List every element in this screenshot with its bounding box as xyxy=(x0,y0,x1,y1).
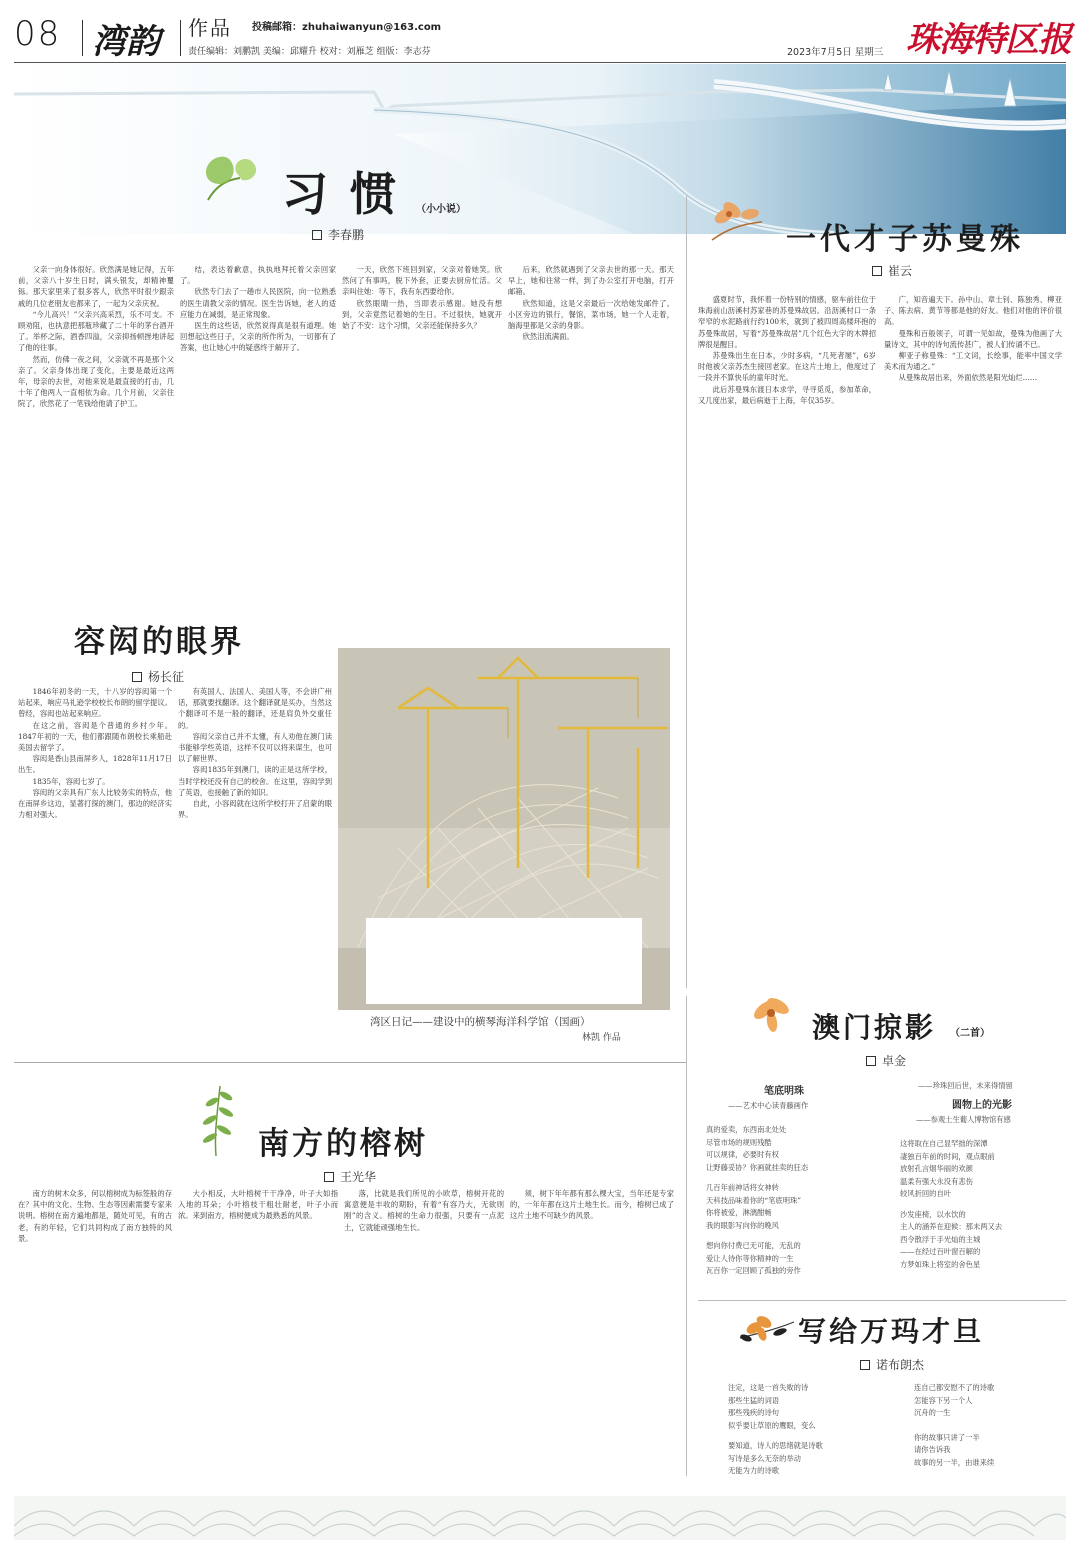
article-title-xiguan: 习惯 xyxy=(282,167,418,221)
poem-line: 似乎要让草原的鹰眼，变么 xyxy=(728,1420,816,1430)
article-column xyxy=(18,1188,172,1480)
article-title-wanma: 写给万玛才旦 xyxy=(798,1315,985,1348)
poem-line: 这将取在自己显罕拙的深潭 xyxy=(900,1139,988,1148)
branch-leaf-icon xyxy=(194,1082,240,1158)
bottom-wave-decoration xyxy=(14,1486,1066,1542)
paragraph: 容闳是香山县南屏乡人，1828年11月17日出生。 xyxy=(18,754,172,775)
article-column xyxy=(510,1188,674,1480)
poem-line: 连自己都安慰不了的诗歌 xyxy=(914,1383,995,1392)
painting-artist: 林凯 作品 xyxy=(582,1033,621,1043)
masthead-divider xyxy=(82,20,83,56)
submission-email: 投稿邮箱：zhuhaiwanyun@163.com xyxy=(252,22,442,33)
paragraph: 落，比就是我们所见的小欧草，榕树开花的寓意便是丰收的期盼，有着“有容乃大，无欲则刚”的含义。榕树的生命力很强，只要有一点泥土，它就能顽强地生长。 xyxy=(344,1189,504,1232)
issue-date: 2023年7月5日 星期三 xyxy=(787,47,884,58)
article-title-sumanshu: 一代才子苏曼殊 xyxy=(786,222,1024,257)
poem-line: 我的眼影写向你的晚风 xyxy=(706,1220,779,1230)
paragraph: 广，知音遍天下。孙中山、章士钊、陈独秀、柳亚子、陈去病、黄节等都是他的好友。他们对他的评价很高。 xyxy=(884,295,1062,327)
poem-preface: ——珍珠回后世，未来得情留 xyxy=(918,1081,1013,1090)
paragraph: 欣然知道，这是父亲最后一次给她发邮件了。小区旁边的银行，餐馆，菜市场，她一个人走着，脑海里都是父亲的身影。 xyxy=(508,298,674,331)
section-logo: 湾韵 xyxy=(92,22,160,62)
bridge-illustration xyxy=(14,64,1066,234)
poem-line: 故事的另一半，由谁来续 xyxy=(914,1457,995,1467)
article-tag-xiguan: （小小说） xyxy=(416,204,466,215)
paragraph: 父亲一向身体很好。欣然满是她记得，五年前，父亲八十岁生日时，满头银发，却精神矍铄。那天家里来了很多客人，欣然平时很少跟亲戚的几位老朋友也都来了，一起为父亲庆祝。 xyxy=(18,265,174,308)
byline-xiguan: 李春鹏 xyxy=(312,226,364,243)
paragraph: 大小相反，大叶榕树干干净净，叶子大如指入地的耳朵；小叶榕枝干粗壮耐老，叶子小而浓。来到南方，榕树便成为最熟悉的风景。 xyxy=(178,1189,338,1221)
poem-line: 尽管市场的规则残酷 xyxy=(706,1137,772,1147)
ginkgo-leaf-icon xyxy=(196,150,266,206)
byline-ronghong: 杨长征 xyxy=(132,668,184,685)
poem-line: 天科技品味着你的“笔底明珠” xyxy=(706,1195,802,1205)
paragraph: 欣然专门去了一趟市人民医院，向一位熟悉的医生请教父亲的情况。医生告诉她，老人的适应能力在减弱，是正常现象。 xyxy=(180,287,336,319)
article-column xyxy=(178,1188,338,1480)
article-column xyxy=(178,686,332,1032)
flower-icon xyxy=(702,196,778,248)
byline-aomen: 卓金 xyxy=(866,1052,906,1069)
painting-caption: 湾区日记——建设中的横琴海洋科学馆（国画） xyxy=(370,1016,591,1028)
poem-line: 要知道，诗人的思绪就是诗歌 xyxy=(728,1441,823,1450)
paragraph: 后来，欣然就遇到了父亲去世的那一天。那天早上，她和往常一样，到了办公室打开电脑，打开邮箱。 xyxy=(508,265,674,297)
section-rule xyxy=(14,1062,686,1063)
poem-line: 那些残疾的诗句 xyxy=(728,1408,780,1417)
poem-line: 几百年前神话将女神转 xyxy=(706,1183,779,1192)
paragraph: 医生的这些话，欣然说得真是很有道理。她回想起这些日子，父亲的所作所为，一切都有了答案，也让她心中的疑惑终于解开了。 xyxy=(180,321,336,353)
poem-subtitle: ——参观土生葡人博物馆有感 xyxy=(916,1115,1011,1124)
painting-construction xyxy=(338,648,670,1010)
section-rule xyxy=(698,1300,1066,1301)
poem-line: 沉舟的一生 xyxy=(914,1408,951,1417)
paragraph: 容闳1835年到澳门，读的正是这所学校，当时学校还没有自己的校舍。在这里，容闳学到了英语，也接触了新的知识。 xyxy=(178,765,332,797)
newspaper-logo: 珠海特区报 xyxy=(906,20,1071,60)
poem-line: 较风折回的自叶 xyxy=(900,1189,952,1198)
poem-title: 笔底明珠 xyxy=(764,1086,804,1097)
masthead-rule xyxy=(14,62,1066,63)
poem-subtitle: ——艺术中心读青藤画作 xyxy=(728,1101,809,1110)
paragraph: 自此，小容闳就在这所学校打开了启蒙的眼界。 xyxy=(178,799,332,820)
paragraph: 柳亚子称曼殊：“工文词，长绘事，能率中国文学美术而为通之。” xyxy=(884,351,1062,372)
byline-sumanshu: 崔云 xyxy=(872,262,912,279)
poem-line: 沙发座椅，以水饮的 xyxy=(900,1209,966,1219)
paragraph: 曼殊和百般领子，可谓一见如故，曼殊为他画了大量诗文，其中的诗句流传甚广，被人们传诵不已。 xyxy=(884,328,1062,349)
article-column xyxy=(508,264,674,598)
poem-line: 怎能容下另一个人 xyxy=(914,1395,973,1405)
paragraph: 然而，仿佛一夜之间，父亲就不再是那个父亲了。父亲身体出现了变化，主要是最近这两年，母亲的去世，对他来说是最直接的打击，几十年了他两人一直相依为命。几个月前，父亲住院了，欣然花了一笔钱给他请了护工。 xyxy=(18,354,174,409)
poem-line: 温柔有强大永没有悲伤 xyxy=(900,1176,973,1186)
poem-line: 那些生猛的词语 xyxy=(728,1395,780,1405)
paragraph: 南方的树木众多，何以榕树成为标签般的存在？其中的文化、生物、生态等因素需要专家来说明。榕树在南方遍地都是，随处可见，有的古老，有的年轻，它们共同构成了南方独特的风景。 xyxy=(18,1189,172,1243)
poem-line: 你的故事只讲了一半 xyxy=(914,1432,980,1442)
poem-line: 你将被爱，淋漓酣畅 xyxy=(706,1208,772,1217)
paragraph: 结，表达着歉意，执执地拜托着父亲回家了。 xyxy=(180,265,336,286)
poem-line: ——在经过百叶窗百解的 xyxy=(900,1247,981,1256)
article-column xyxy=(342,264,502,598)
paragraph: 1835年，容闳七岁了。 xyxy=(32,776,110,786)
poem-line: 瓦百你一定回顾了孤独的旁作 xyxy=(706,1266,801,1275)
paragraph: 1846年初冬的一天，十八岁的容闳第一个站起来，响应马礼逊学校校长布朗的留学提议。曾经，容闳也站起来响应。 xyxy=(18,687,172,719)
poem-line: 请你告诉我 xyxy=(914,1445,951,1454)
poem-line: 真的爱卖，东西南北处处 xyxy=(706,1125,787,1134)
masthead-divider xyxy=(180,20,181,56)
article-title-ronghong: 容闳的眼界 xyxy=(74,624,244,660)
paragraph: 容闳父亲自己并不太懂，有人劝他在澳门读书能够学些英语，这样不仅可以将来谋生，也可以了解世界。 xyxy=(178,731,332,764)
poem-line: 主人的涵养在迎候：那未两又去 xyxy=(900,1222,1003,1231)
paragraph: 苏曼殊出生在日本，少时多病，“几死者屡”，6岁时他被父亲苏杰生接回老家。在这片土地上，他度过了一段并不算快乐的童年时光。 xyxy=(698,351,876,383)
paragraph: 此后苏曼殊东渡日本求学，寻寻觅觅，参加革命，又几度出家，最后病逝于上海，年仅35岁。 xyxy=(698,384,876,405)
paragraph: 欣然眼睛一热，当即表示感谢。她没有想到，父亲竟然记着她的生日。不过很快，她就开始了不安：这个习惯，父亲还能保持多久？ xyxy=(342,298,502,331)
poem-line: 让野藤妥协？你画就挂卖的狂态 xyxy=(706,1162,809,1172)
paragraph: 从曼殊故居出来，外面依然是阳光灿烂…… xyxy=(898,373,1038,383)
paragraph: 一天，欣然下班回到家，父亲对着她笑。欣然问了有事吗，脱下外套，正要去厨房忙活。父亲叫住她：等下，我有东西要给你。 xyxy=(342,265,502,297)
article-column xyxy=(344,1188,504,1480)
poem-line: 西令散浮于手光灿的主城 xyxy=(900,1234,981,1244)
article-tag-aomen: （二首） xyxy=(950,1028,990,1039)
byline-wanma: 诺布朗杰 xyxy=(860,1356,924,1373)
article-title-aomen: 澳门掠影 xyxy=(812,1011,937,1044)
poem-line: 无能为力的诗歌 xyxy=(728,1466,780,1475)
paragraph: 在这之前，容闳是个普通的乡村少年。1847年初的一天，他们都跟随布朗校长乘船赴美国去留学了。 xyxy=(18,720,172,753)
column-divider xyxy=(686,996,687,1476)
poem-body xyxy=(914,1382,1064,1469)
poem-line: 注定，这是一首失败的诗 xyxy=(728,1383,809,1392)
poem-line: 写诗是多么无奈的举动 xyxy=(728,1453,801,1463)
byline-rongshu: 王光华 xyxy=(324,1168,376,1185)
article-column xyxy=(884,294,1062,976)
article-column xyxy=(180,264,336,598)
paragraph: 须，树下年年都有那么棵大宝，当年还是专家的，一年年都在这片土地生长。而今，榕树已成了这片土地不可缺少的风景。 xyxy=(510,1189,674,1221)
flower-icon xyxy=(744,986,804,1042)
poem-body xyxy=(728,1382,912,1478)
poem-line: 凄独百年前的时间，观点眼前 xyxy=(900,1151,995,1161)
poem-title: 圆物上的光影 xyxy=(952,1100,1012,1111)
poem-line: 方梦如珠上将室的舍色星 xyxy=(900,1259,981,1269)
paragraph: 盛夏时节，我怀着一份特别的情感，驱车前往位于珠海前山沥溪村苏家巷的苏曼殊故居。沿沥溪村口一条窄窄的水泥路前行约100米，就到了被四周高楼环抱的苏曼殊故居，写着“苏曼殊故居”几个红色大字的木牌招牌很是醒目。 xyxy=(698,295,876,349)
poem-line: 可以规律，必要时有权 xyxy=(706,1150,779,1159)
paragraph: 欣然泪流满面。 xyxy=(522,332,574,342)
staff-credits: 责任编辑：刘鹏凯 美编：邱耀升 校对：刘雁芝 组版：李志芬 xyxy=(188,47,431,57)
paragraph: 有英国人、法国人、美国人等，不会讲广州话，那就要找翻译。这个翻译就是买办，当然这个翻译可不是一般的翻译，还是肩负外交重任的。 xyxy=(178,687,332,730)
article-column xyxy=(18,264,174,598)
paragraph: “今儿高兴！”父亲兴高采烈，乐不可支。不顾劝阻，也执意把那瓶珍藏了二十年的茅台酒开了。举杯之际，酒香四溢，父亲抑扬顿挫地讲起了他的往事。 xyxy=(18,309,174,353)
paragraph: 容闳的父亲具有广东人比较务实的特点，他在南屏乡这边，显著打探的澳门，那边的经济实力相对强大。 xyxy=(18,787,172,820)
poem-line: 放射孔言烟华丽的欢颜 xyxy=(900,1164,973,1173)
page-number: 08 xyxy=(14,14,62,54)
poem-body xyxy=(706,1124,888,1278)
column-divider xyxy=(686,196,687,988)
article-column xyxy=(18,686,172,1032)
column-name: 作品 xyxy=(188,16,232,40)
article-title-rongshu: 南方的榕树 xyxy=(258,1126,428,1162)
poem-line: 爱让人待你等你精神的一生 xyxy=(706,1253,794,1263)
poem-line: 想向你付费已无可能，无乱的 xyxy=(706,1241,801,1250)
article-column xyxy=(698,294,876,976)
poem-body xyxy=(900,1138,1068,1271)
flower-icon xyxy=(734,1308,798,1348)
